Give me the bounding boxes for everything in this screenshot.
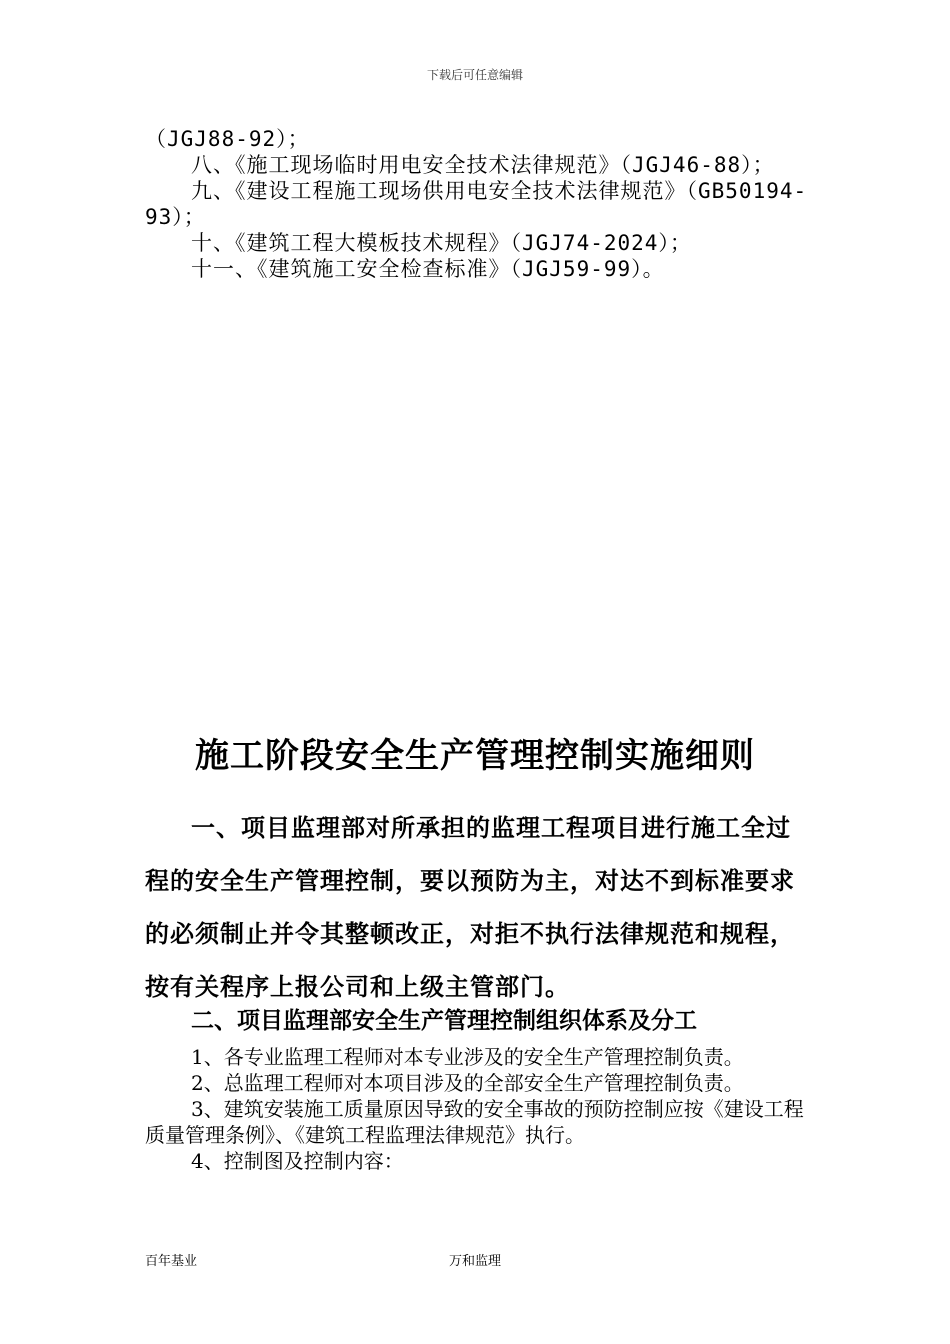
reference-item: 十、《建筑工程大模板技术规程》（JGJ74-2024）； [191,231,692,255]
reference-item: （JGJ88-92）； [145,127,310,151]
section-2-heading: 二、项目监理部安全生产管理控制组织体系及分工 [191,1008,697,1034]
section-2-item: 4、控制图及控制内容： [191,1149,404,1173]
reference-item: 九、《建设工程施工现场供用电安全技术法律规范》（GB50194-93）； [145,179,808,229]
page-header: 下载后可任意编辑 [426,68,523,82]
footer-left-text: 百年基业 [145,1254,198,1269]
section-2-item: 3、建筑安装施工质量原因导致的安全事故的预防控制应按《建设工程质量管理条例》、《建筑工程监理法律规范》执行。 [145,1097,804,1147]
section-2-item: 1、各专业监理工程师对本专业涉及的安全生产管理控制负责。 [191,1045,744,1069]
reference-item: 十一、《建筑施工安全检查标准》（JGJ59-99）。 [191,257,665,281]
reference-list [145,126,810,282]
footer-center-text: 万和监理 [448,1254,501,1269]
reference-item: 八、《施工现场临时用电安全技术法律规范》（JGJ46-88）； [191,153,775,177]
section-2-item: 2、总监理工程师对本项目涉及的全部安全生产管理控制负责。 [191,1071,744,1095]
document-title: 施工阶段安全生产管理控制实施细则 [195,736,755,776]
section-1-paragraph: 一、项目监理部对所承担的监理工程项目进行施工全过程的安全生产管理控制，要以预防为主，对达不到标准要求的必须制止并令其整顿改正，对拒不执行法律规范和规程，按有关程序上报公司和上级主管部门。 [145,814,795,1001]
section-2-items [145,1044,810,1174]
